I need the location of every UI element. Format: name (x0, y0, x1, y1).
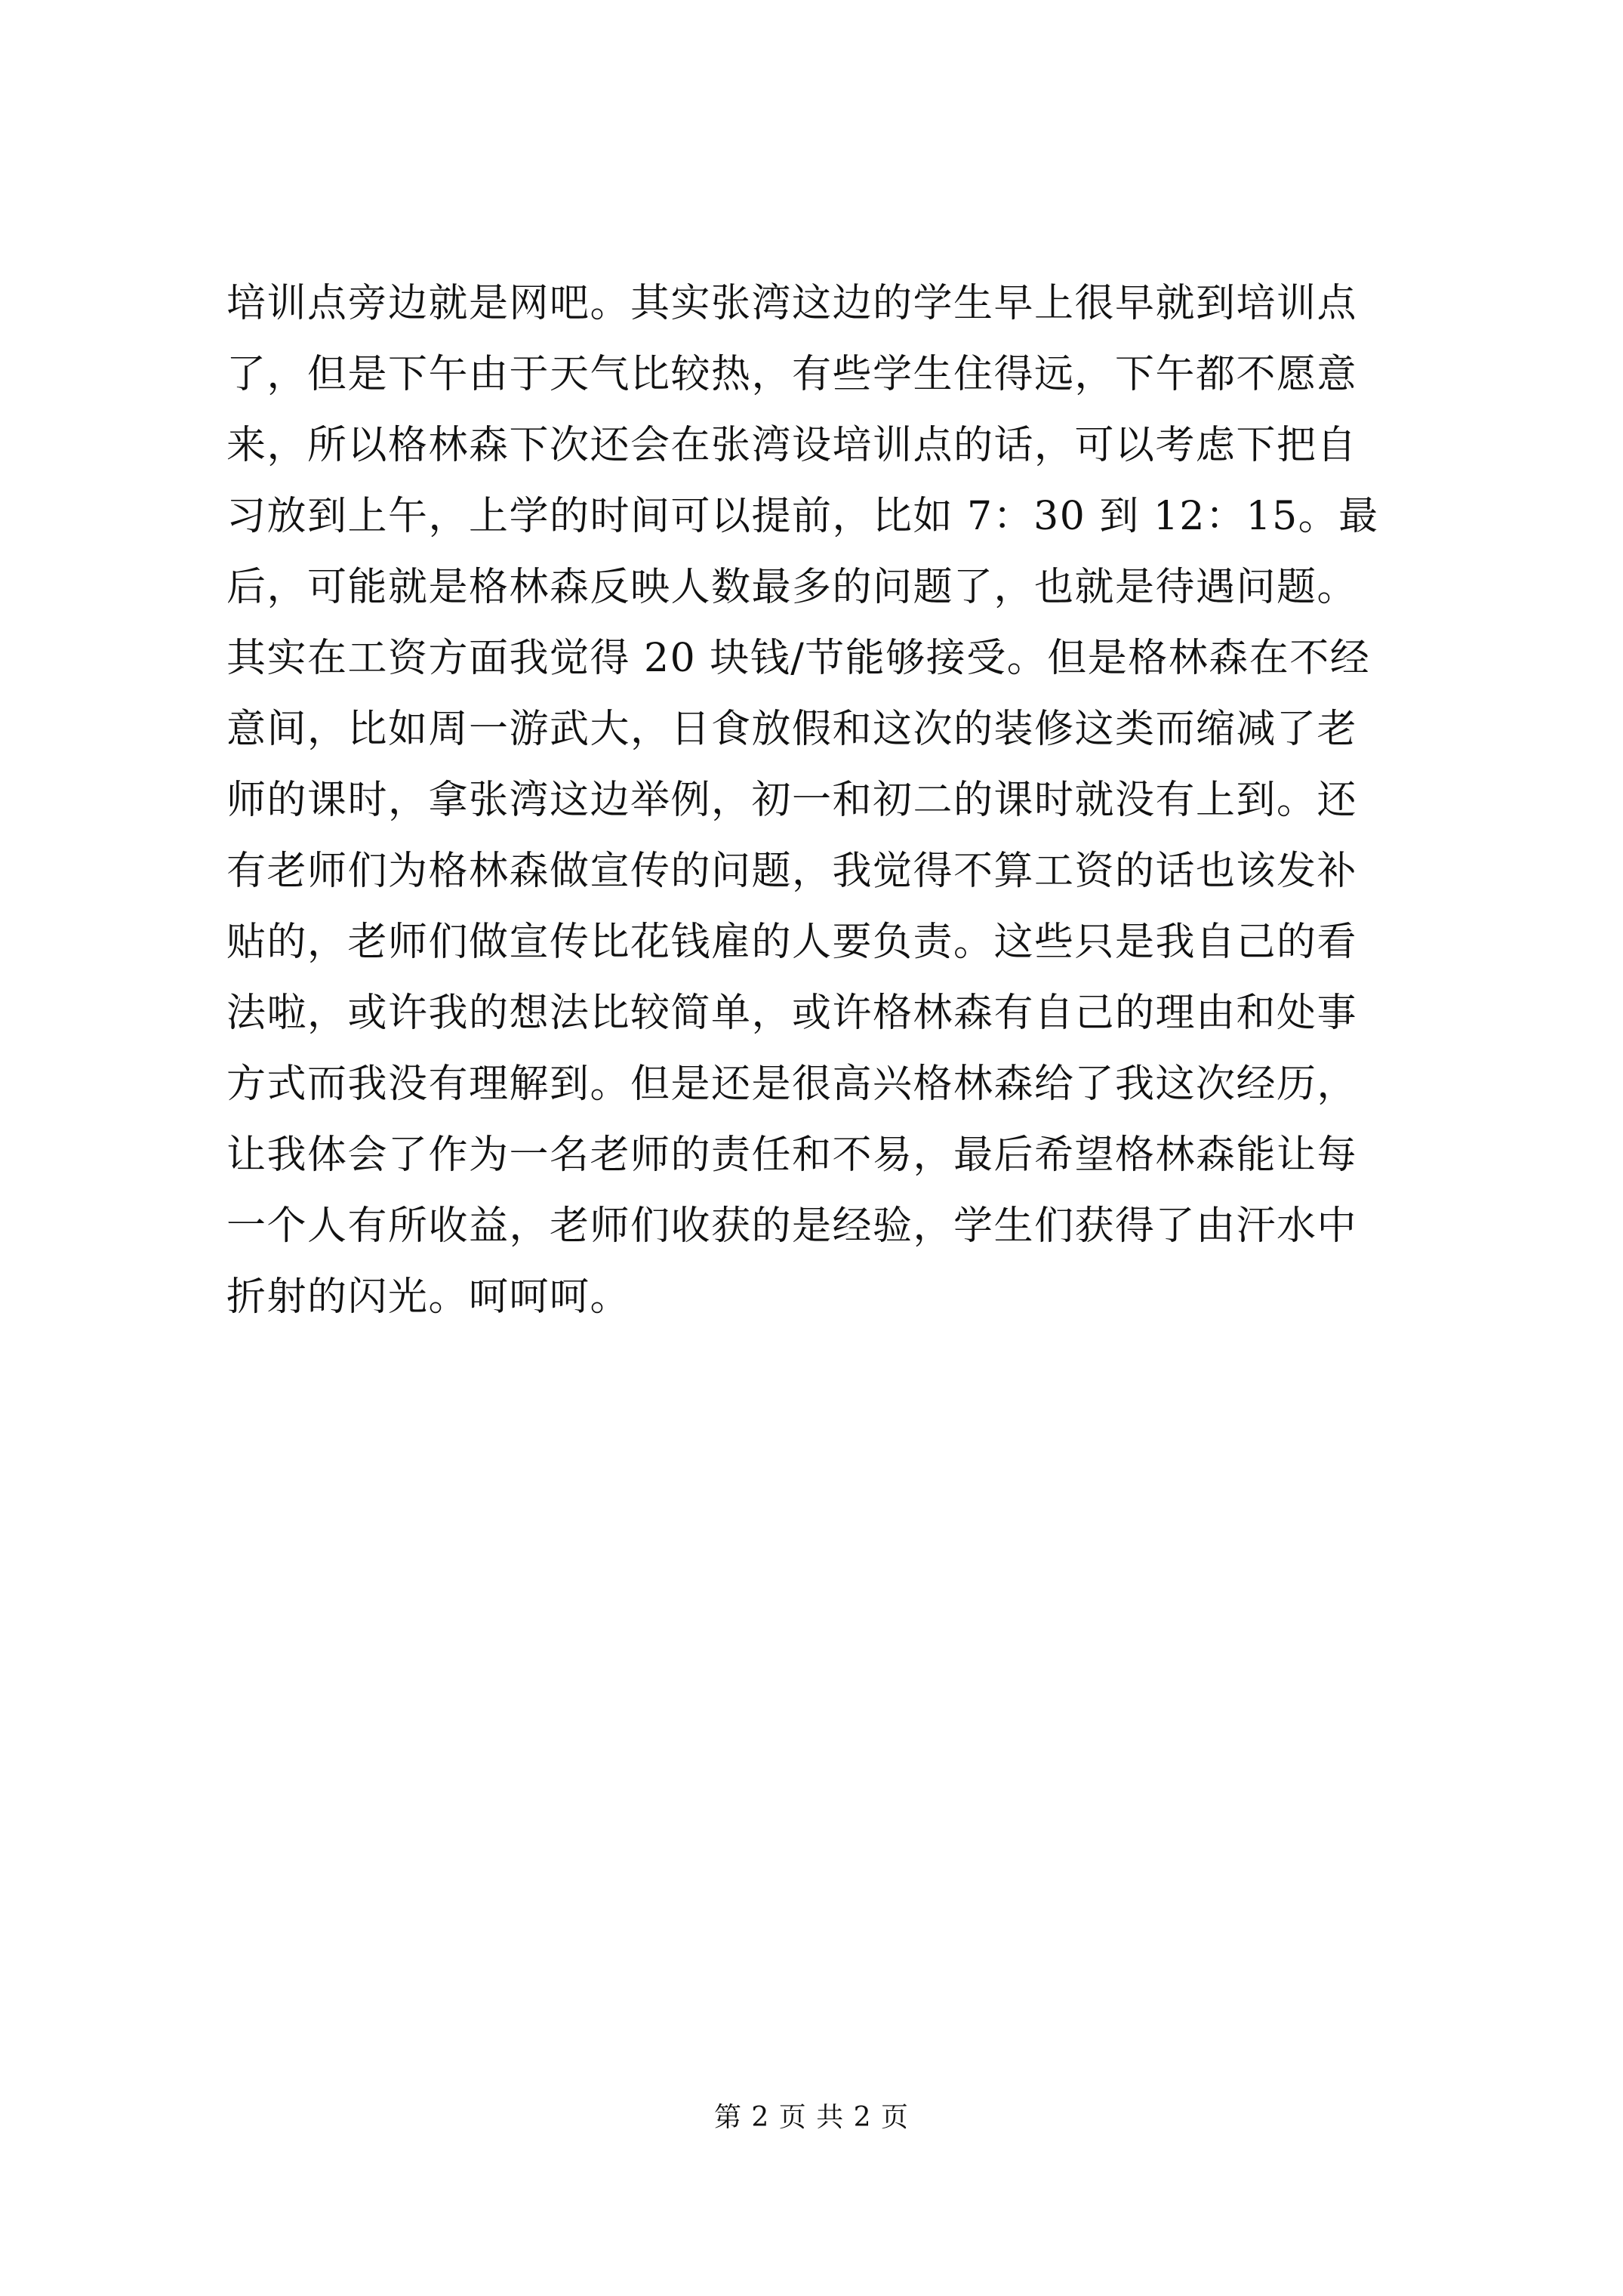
text-line: 折射的闪光。呵呵呵。 (226, 1274, 631, 1320)
body-text (226, 268, 1419, 1333)
text-line: 培训点旁边就是网吧。其实张湾这边的学生早上很早就到培训点 (226, 281, 1358, 326)
text-line: 让我体会了作为一名老师的责任和不易，最后希望格林森能让每 (226, 1133, 1358, 1178)
text-line: 方式而我没有理解到。但是还是很高兴格林森给了我这次经历， (226, 1062, 1358, 1107)
text-line: 习放到上午，上学的时间可以提前，比如 7：30 到 12：15。最 (226, 494, 1379, 539)
text-line: 法啦，或许我的想法比较简单，或许格林森有自己的理由和处事 (226, 991, 1358, 1036)
text-line: 有老师们为格林森做宣传的问题，我觉得不算工资的话也该发补 (226, 849, 1358, 894)
text-line: 其实在工资方面我觉得 20 块钱/节能够接受。但是格林森在不经 (226, 636, 1371, 681)
text-line: 来，所以格林森下次还会在张湾设培训点的话，可以考虑下把自 (226, 423, 1358, 468)
text-line: 贴的，老师们做宣传比花钱雇的人要负责。这些只是我自己的看 (226, 920, 1358, 965)
page-number-footer: 第 2 页 共 2 页 (713, 2102, 910, 2133)
text-line: 后，可能就是格林森反映人数最多的问题了，也就是待遇问题。 (226, 565, 1358, 610)
text-line: 一个人有所收益，老师们收获的是经验，学生们获得了由汗水中 (226, 1203, 1358, 1249)
text-line: 师的课时，拿张湾这边举例，初一和初二的课时就没有上到。还 (226, 778, 1358, 823)
text-line: 意间，比如周一游武大，日食放假和这次的装修这类而缩减了老 (226, 707, 1358, 752)
text-line: 了，但是下午由于天气比较热，有些学生住得远，下午都不愿意 (226, 352, 1358, 397)
